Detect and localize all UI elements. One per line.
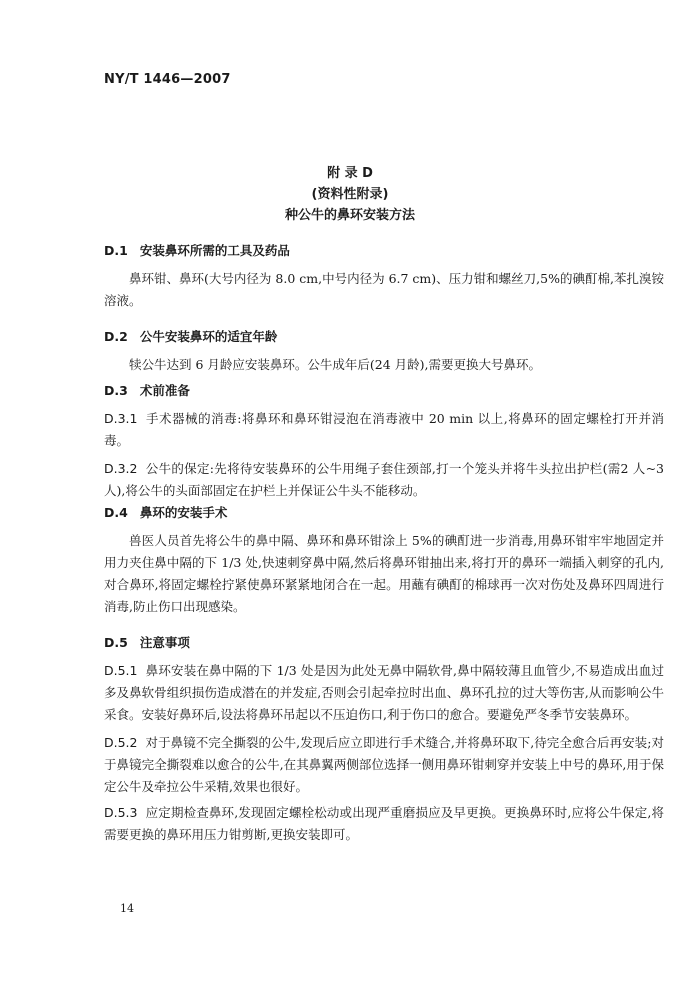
appendix-header <box>0 164 700 227</box>
section-title: 注意事项 <box>139 635 190 650</box>
appendix-type: (资料性附录) <box>311 187 389 202</box>
section-number: D.1 <box>104 243 128 258</box>
subsection-number: D.5.3 <box>104 805 138 820</box>
section-heading-d4 <box>104 502 664 524</box>
section-title: 鼻环的安装手术 <box>139 505 228 520</box>
subsection-d3-2 <box>104 458 664 502</box>
section-text-d4: 兽医人员首先将公牛的鼻中隔、鼻环和鼻环钳涂上 5%的碘酊进一步消毒,用鼻环钳牢牢地固定并用力夹住鼻中隔的下 1/3 处,快速刺穿鼻中隔,然后将鼻环钳抽出来,将打开的鼻环一端插入刺穿的孔内,对合鼻环,将固定螺栓拧紧使鼻环紧紧地闭合在一起。用蘸有碘酊的棉球再一次对伤处及鼻环四周进行消毒,防止伤口出现感染。 <box>104 533 664 614</box>
subsection-text: 公牛的保定:先将待安装鼻环的公牛用绳子套住颈部,打一个笼头并将牛头拉出护栏(需2 人~3 人),将公牛的头面部固定在护栏上并保证公牛头不能移动。 <box>104 461 664 498</box>
subsection-number: D.5.1 <box>104 663 138 678</box>
section-title: 术前准备 <box>139 383 190 398</box>
section-text-d2: 犊公牛达到 6 月龄应安装鼻环。公牛成年后(24 月龄),需要更换大号鼻环。 <box>129 357 542 372</box>
appendix-label: 附 录 D <box>327 166 373 181</box>
subsection-number: D.3.1 <box>104 411 138 426</box>
section-number: D.2 <box>104 329 128 344</box>
subsection-text: 对于鼻镜不完全撕裂的公牛,发现后应立即进行手术缝合,并将鼻环取下,待完全愈合后再安装;对于鼻镜完全撕裂难以愈合的公牛,在其鼻翼两侧部位选择一侧用鼻环钳刺穿并安装上中号的鼻环,用于保定公牛及牵拉公牛采精,效果也很好。 <box>104 735 664 794</box>
page-number: 14 <box>120 902 134 915</box>
section-title: 公牛安装鼻环的适宜年龄 <box>139 329 278 344</box>
section-number: D.4 <box>104 505 128 520</box>
subsection-text: 应定期检查鼻环,发现固定螺栓松动或出现严重磨损应及早更换。更换鼻环时,应将公牛保定,将需要更换的鼻环用压力钳剪断,更换安装即可。 <box>104 805 664 842</box>
subsection-d3-1 <box>104 408 664 452</box>
document-body <box>104 240 664 846</box>
subsection-d5-3 <box>104 802 664 846</box>
appendix-title: 种公牛的鼻环安装方法 <box>284 208 415 223</box>
section-title: 安装鼻环所需的工具及药品 <box>139 243 290 258</box>
section-number: D.3 <box>104 383 128 398</box>
subsection-d5-2 <box>104 732 664 798</box>
section-heading-d3 <box>104 380 664 402</box>
subsection-text: 鼻环安装在鼻中隔的下 1/3 处是因为此处无鼻中隔软骨,鼻中隔较薄且血管少,不易造成出血过多及鼻软骨组织损伤造成潜在的并发症,否则会引起牵拉时出血、鼻环孔拉的过大等伤害,从而影响公牛采食。安装好鼻环后,设法将鼻环吊起以不压迫伤口,利于伤口的愈合。要避免严冬季节安装鼻环。 <box>104 663 664 722</box>
document-code: NY/T 1446—2007 <box>104 72 231 87</box>
section-heading-d5 <box>104 632 664 654</box>
subsection-d5-1 <box>104 660 664 726</box>
section-heading-d1 <box>104 240 664 262</box>
subsection-text: 手术器械的消毒:将鼻环和鼻环钳浸泡在消毒液中 20 min 以上,将鼻环的固定螺栓打开并消毒。 <box>104 411 664 448</box>
subsection-number: D.5.2 <box>104 735 138 750</box>
section-text-d1: 鼻环钳、鼻环(大号内径为 8.0 cm,中号内径为 6.7 cm)、压力钳和螺丝刀,5%的碘酊棉,苯扎溴铵溶液。 <box>104 271 664 308</box>
subsection-number: D.3.2 <box>104 461 138 476</box>
section-number: D.5 <box>104 635 128 650</box>
section-heading-d2 <box>104 326 664 348</box>
